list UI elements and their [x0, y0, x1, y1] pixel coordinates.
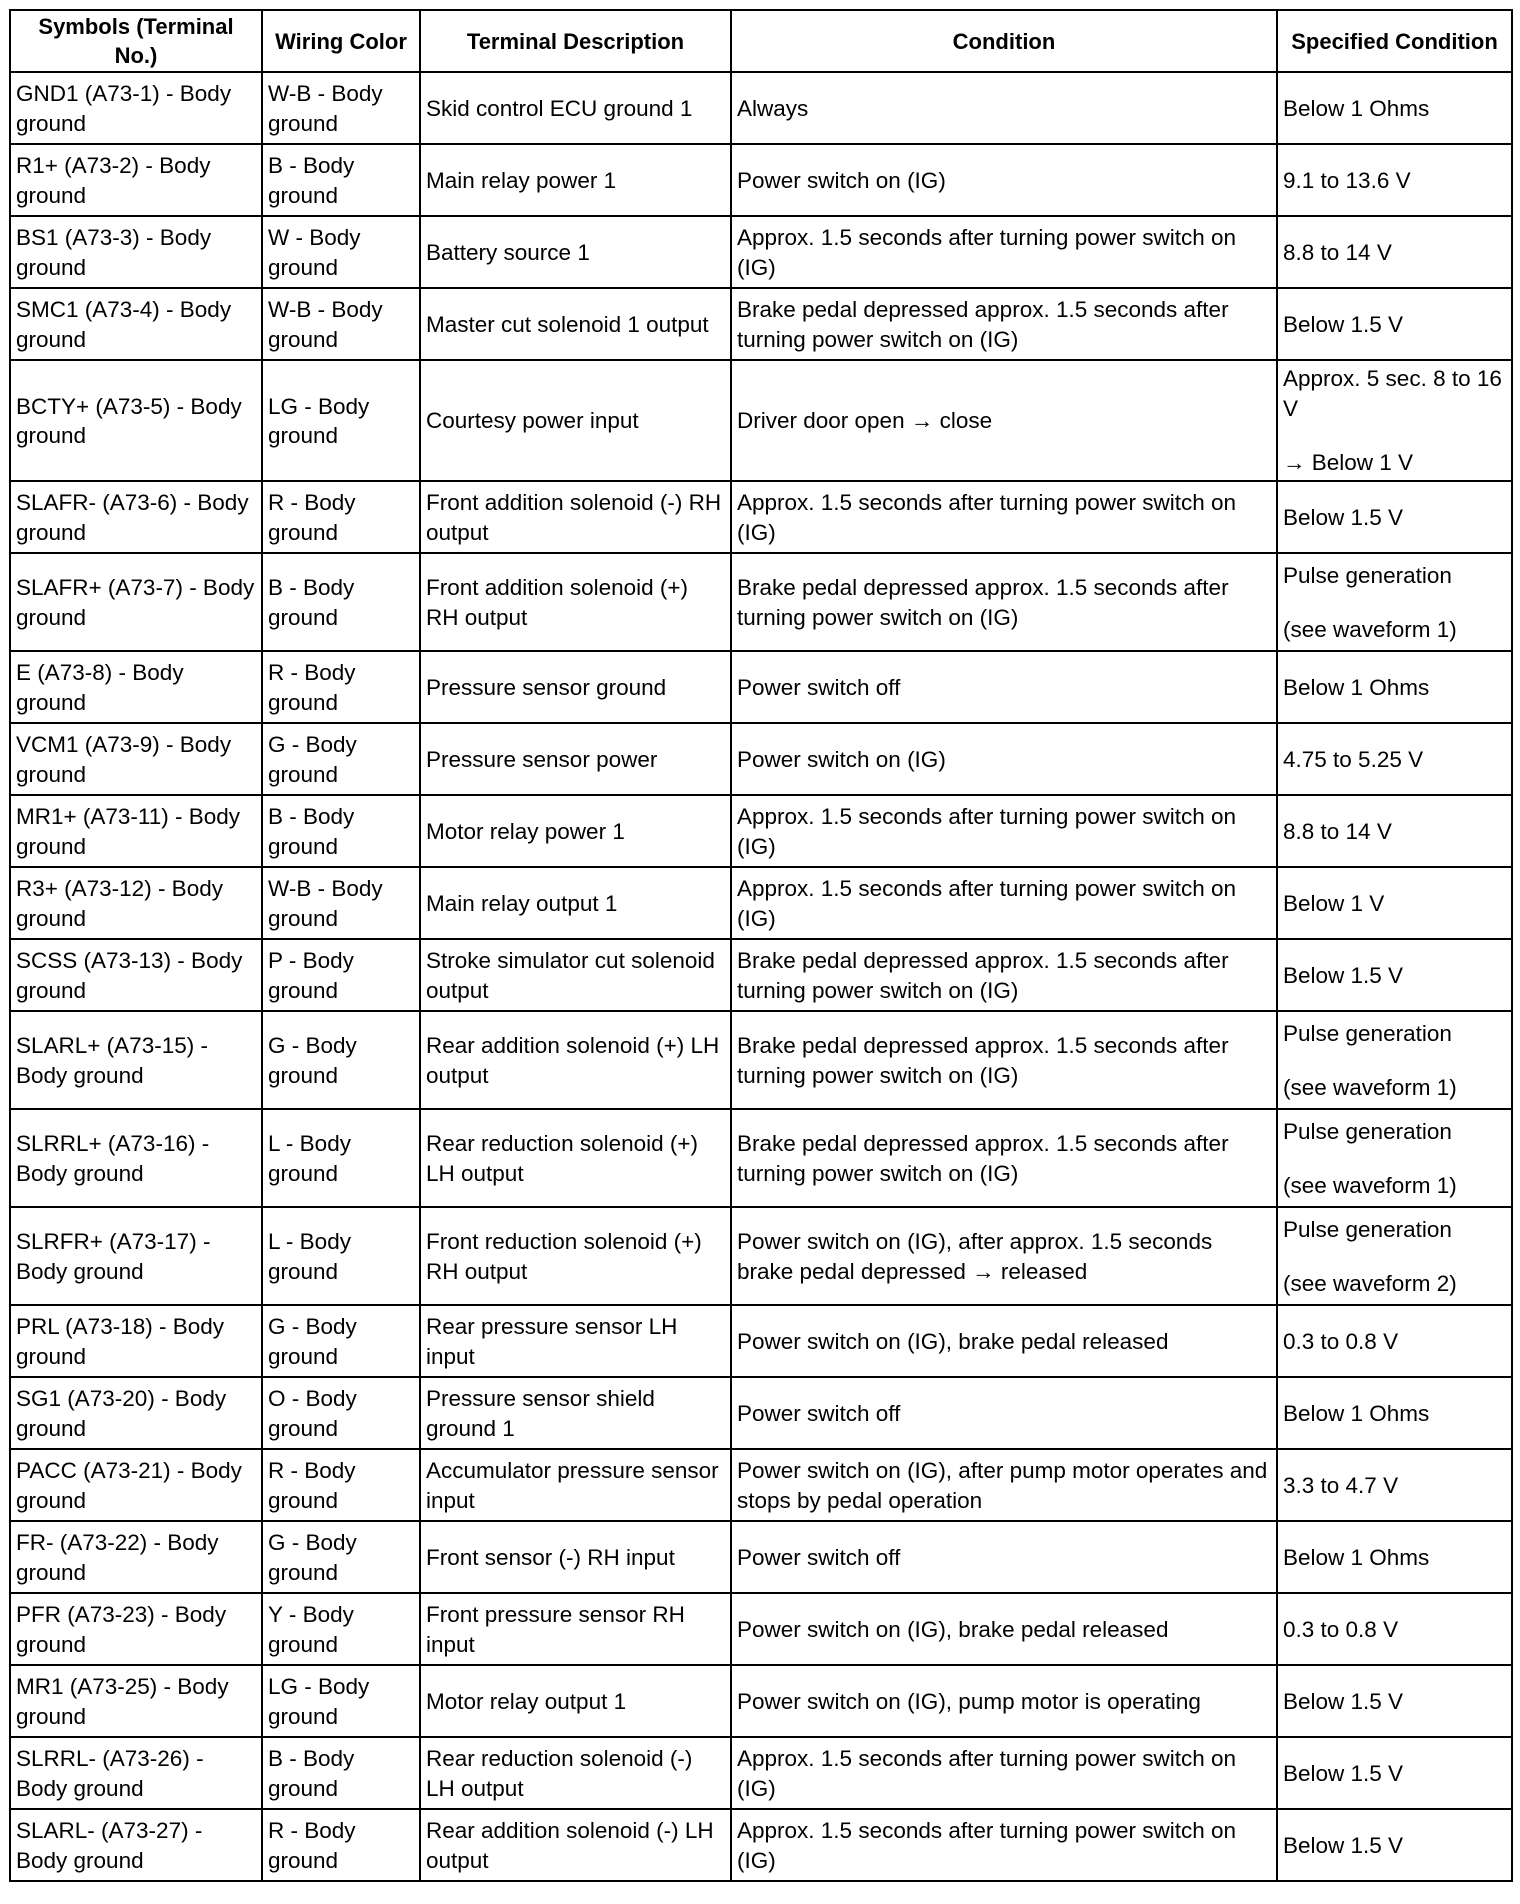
cell-symbols: MR1+ (A73-11) - Body ground — [10, 795, 262, 867]
specified-condition-line: 8.8 to 14 V — [1283, 818, 1392, 844]
cell-terminal-description: Front reduction solenoid (+) RH output — [420, 1207, 731, 1305]
cell-wiring-color: G - Body ground — [262, 1305, 420, 1377]
specified-condition-line: Below 1.5 V — [1283, 1832, 1404, 1858]
table-header — [10, 10, 1512, 72]
cell-wiring-color: G - Body ground — [262, 1011, 420, 1109]
specified-condition-line: 3.3 to 4.7 V — [1283, 1472, 1399, 1498]
cell-specified-condition — [1277, 72, 1512, 144]
specified-condition-line: → Below 1 V — [1283, 450, 1414, 476]
specified-condition-line: (see waveform 1) — [1283, 617, 1457, 642]
cell-condition: Brake pedal depressed approx. 1.5 seconds after turning power switch on (IG) — [731, 1109, 1277, 1207]
table-row — [10, 1665, 1512, 1737]
header-condition: Condition — [731, 10, 1277, 72]
specified-condition-line: (see waveform 1) — [1283, 1075, 1457, 1100]
cell-specified-condition — [1277, 651, 1512, 723]
table-row — [10, 1593, 1512, 1665]
cell-symbols: SCSS (A73-13) - Body ground — [10, 939, 262, 1011]
cell-symbols: PFR (A73-23) - Body ground — [10, 1593, 262, 1665]
cell-terminal-description: Pressure sensor shield ground 1 — [420, 1377, 731, 1449]
cell-condition: Driver door open → close — [731, 360, 1277, 481]
cell-terminal-description: Battery source 1 — [420, 216, 731, 288]
cell-symbols: SMC1 (A73-4) - Body ground — [10, 288, 262, 360]
cell-condition: Power switch on (IG), brake pedal released — [731, 1305, 1277, 1377]
cell-symbols: SLARL- (A73-27) - Body ground — [10, 1809, 262, 1881]
line-gap — [1283, 590, 1506, 615]
cell-condition: Power switch on (IG), brake pedal released — [731, 1593, 1277, 1665]
cell-terminal-description: Skid control ECU ground 1 — [420, 72, 731, 144]
cell-terminal-description: Front addition solenoid (-) RH output — [420, 481, 731, 553]
line-gap — [1283, 1244, 1506, 1269]
specified-condition-line: Below 1 Ohms — [1283, 1400, 1430, 1426]
cell-wiring-color: W-B - Body ground — [262, 288, 420, 360]
cell-terminal-description: Front sensor (-) RH input — [420, 1521, 731, 1593]
cell-wiring-color: B - Body ground — [262, 144, 420, 216]
cell-wiring-color: W - Body ground — [262, 216, 420, 288]
cell-terminal-description: Pressure sensor power — [420, 723, 731, 795]
specified-condition-line: Below 1.5 V — [1283, 962, 1404, 988]
table-row — [10, 481, 1512, 553]
cell-specified-condition — [1277, 1449, 1512, 1521]
cell-symbols: SLRRL+ (A73-16) - Body ground — [10, 1109, 262, 1207]
cell-wiring-color: R - Body ground — [262, 651, 420, 723]
table-row — [10, 1305, 1512, 1377]
cell-specified-condition — [1277, 1521, 1512, 1593]
cell-symbols: BCTY+ (A73-5) - Body ground — [10, 360, 262, 481]
cell-symbols: PACC (A73-21) - Body ground — [10, 1449, 262, 1521]
specified-condition-line: 4.75 to 5.25 V — [1283, 746, 1424, 772]
cell-specified-condition — [1277, 723, 1512, 795]
cell-terminal-description: Main relay output 1 — [420, 867, 731, 939]
cell-symbols: SLRRL- (A73-26) - Body ground — [10, 1737, 262, 1809]
cell-wiring-color: L - Body ground — [262, 1207, 420, 1305]
line-gap — [1283, 1048, 1506, 1073]
cell-wiring-color: B - Body ground — [262, 1737, 420, 1809]
line-gap — [1283, 1146, 1506, 1171]
cell-specified-condition — [1277, 1809, 1512, 1881]
cell-symbols: PRL (A73-18) - Body ground — [10, 1305, 262, 1377]
cell-terminal-description: Rear addition solenoid (-) LH output — [420, 1809, 731, 1881]
cell-specified-condition — [1277, 481, 1512, 553]
header-terminal-description: Terminal Description — [420, 10, 731, 72]
cell-condition: Brake pedal depressed approx. 1.5 seconds after turning power switch on (IG) — [731, 1011, 1277, 1109]
specified-condition-line: 0.3 to 0.8 V — [1283, 1328, 1399, 1354]
table-row — [10, 867, 1512, 939]
cell-specified-condition — [1277, 216, 1512, 288]
cell-terminal-description: Stroke simulator cut solenoid output — [420, 939, 731, 1011]
table-row — [10, 216, 1512, 288]
specified-condition-line: Approx. 5 sec. 8 to 16 V — [1283, 366, 1502, 421]
terminal-table — [9, 9, 1513, 1882]
table-row — [10, 360, 1512, 481]
table-body — [10, 72, 1512, 1881]
cell-condition: Power switch on (IG), after approx. 1.5 seconds brake pedal depressed → released — [731, 1207, 1277, 1305]
cell-terminal-description: Front pressure sensor RH input — [420, 1593, 731, 1665]
cell-wiring-color: W-B - Body ground — [262, 72, 420, 144]
cell-wiring-color: L - Body ground — [262, 1109, 420, 1207]
specified-condition-line: Pulse generation — [1283, 1118, 1452, 1144]
cell-symbols: SG1 (A73-20) - Body ground — [10, 1377, 262, 1449]
cell-condition: Approx. 1.5 seconds after turning power switch on (IG) — [731, 1737, 1277, 1809]
table-row — [10, 144, 1512, 216]
table-row — [10, 1737, 1512, 1809]
specified-condition-line: Below 1 Ohms — [1283, 674, 1430, 700]
table-row — [10, 288, 1512, 360]
specified-condition-line: Below 1.5 V — [1283, 504, 1404, 530]
cell-terminal-description: Motor relay output 1 — [420, 1665, 731, 1737]
cell-wiring-color: W-B - Body ground — [262, 867, 420, 939]
line-gap — [1283, 423, 1506, 448]
cell-condition: Approx. 1.5 seconds after turning power switch on (IG) — [731, 795, 1277, 867]
cell-wiring-color: LG - Body ground — [262, 360, 420, 481]
cell-wiring-color: O - Body ground — [262, 1377, 420, 1449]
cell-terminal-description: Master cut solenoid 1 output — [420, 288, 731, 360]
cell-condition: Power switch off — [731, 651, 1277, 723]
cell-specified-condition — [1277, 360, 1512, 481]
cell-wiring-color: R - Body ground — [262, 1449, 420, 1521]
table-row — [10, 795, 1512, 867]
cell-wiring-color: G - Body ground — [262, 723, 420, 795]
cell-wiring-color: R - Body ground — [262, 1809, 420, 1881]
table-row — [10, 1521, 1512, 1593]
cell-terminal-description: Pressure sensor ground — [420, 651, 731, 723]
cell-symbols: R1+ (A73-2) - Body ground — [10, 144, 262, 216]
specified-condition-line: Pulse generation — [1283, 1216, 1452, 1242]
header-symbols: Symbols (Terminal No.) — [10, 10, 262, 72]
specified-condition-line: Below 1 Ohms — [1283, 95, 1430, 121]
cell-specified-condition — [1277, 1207, 1512, 1305]
cell-condition: Power switch off — [731, 1521, 1277, 1593]
specified-condition-line: 0.3 to 0.8 V — [1283, 1616, 1399, 1642]
cell-symbols: SLAFR- (A73-6) - Body ground — [10, 481, 262, 553]
table-row — [10, 723, 1512, 795]
cell-condition: Brake pedal depressed approx. 1.5 seconds after turning power switch on (IG) — [731, 553, 1277, 651]
cell-wiring-color: P - Body ground — [262, 939, 420, 1011]
cell-condition: Brake pedal depressed approx. 1.5 seconds after turning power switch on (IG) — [731, 288, 1277, 360]
header-specified-condition: Specified Condition — [1277, 10, 1512, 72]
cell-specified-condition — [1277, 144, 1512, 216]
cell-specified-condition — [1277, 867, 1512, 939]
table-row — [10, 72, 1512, 144]
cell-terminal-description: Motor relay power 1 — [420, 795, 731, 867]
table-row — [10, 651, 1512, 723]
header-row — [10, 10, 1512, 72]
table-row — [10, 1109, 1512, 1207]
cell-condition: Brake pedal depressed approx. 1.5 seconds after turning power switch on (IG) — [731, 939, 1277, 1011]
cell-symbols: BS1 (A73-3) - Body ground — [10, 216, 262, 288]
cell-condition: Always — [731, 72, 1277, 144]
specified-condition-line: 9.1 to 13.6 V — [1283, 167, 1411, 193]
cell-specified-condition — [1277, 1665, 1512, 1737]
cell-terminal-description: Main relay power 1 — [420, 144, 731, 216]
cell-condition: Approx. 1.5 seconds after turning power switch on (IG) — [731, 481, 1277, 553]
cell-wiring-color: B - Body ground — [262, 553, 420, 651]
cell-wiring-color: LG - Body ground — [262, 1665, 420, 1737]
cell-condition: Approx. 1.5 seconds after turning power switch on (IG) — [731, 867, 1277, 939]
cell-specified-condition — [1277, 553, 1512, 651]
cell-condition: Approx. 1.5 seconds after turning power switch on (IG) — [731, 216, 1277, 288]
specified-condition-line: (see waveform 1) — [1283, 1173, 1457, 1198]
cell-specified-condition — [1277, 1305, 1512, 1377]
table-row — [10, 1011, 1512, 1109]
header-wiring-color: Wiring Color — [262, 10, 420, 72]
cell-condition: Power switch on (IG), after pump motor operates and stops by pedal operation — [731, 1449, 1277, 1521]
cell-terminal-description: Front addition solenoid (+) RH output — [420, 553, 731, 651]
cell-specified-condition — [1277, 1011, 1512, 1109]
cell-specified-condition — [1277, 1377, 1512, 1449]
cell-symbols: VCM1 (A73-9) - Body ground — [10, 723, 262, 795]
cell-specified-condition — [1277, 1593, 1512, 1665]
cell-condition: Power switch on (IG) — [731, 723, 1277, 795]
cell-terminal-description: Rear reduction solenoid (-) LH output — [420, 1737, 731, 1809]
specified-condition-line: Below 1.5 V — [1283, 1688, 1404, 1714]
cell-condition: Power switch on (IG) — [731, 144, 1277, 216]
cell-terminal-description: Courtesy power input — [420, 360, 731, 481]
cell-specified-condition — [1277, 288, 1512, 360]
specified-condition-line: 8.8 to 14 V — [1283, 239, 1392, 265]
cell-wiring-color: B - Body ground — [262, 795, 420, 867]
cell-symbols: MR1 (A73-25) - Body ground — [10, 1665, 262, 1737]
cell-terminal-description: Rear reduction solenoid (+) LH output — [420, 1109, 731, 1207]
cell-wiring-color: Y - Body ground — [262, 1593, 420, 1665]
specified-condition-line: Below 1 Ohms — [1283, 1544, 1430, 1570]
specified-condition-line: Below 1 V — [1283, 890, 1385, 916]
table-row — [10, 939, 1512, 1011]
cell-terminal-description: Rear pressure sensor LH input — [420, 1305, 731, 1377]
cell-condition: Approx. 1.5 seconds after turning power switch on (IG) — [731, 1809, 1277, 1881]
cell-specified-condition — [1277, 1737, 1512, 1809]
cell-wiring-color: G - Body ground — [262, 1521, 420, 1593]
table-row — [10, 553, 1512, 651]
specified-condition-line: Pulse generation — [1283, 1020, 1452, 1046]
cell-wiring-color: R - Body ground — [262, 481, 420, 553]
cell-symbols: SLRFR+ (A73-17) - Body ground — [10, 1207, 262, 1305]
specified-condition-line: Below 1.5 V — [1283, 311, 1404, 337]
cell-symbols: E (A73-8) - Body ground — [10, 651, 262, 723]
cell-condition: Power switch off — [731, 1377, 1277, 1449]
cell-symbols: R3+ (A73-12) - Body ground — [10, 867, 262, 939]
specified-condition-line: Pulse generation — [1283, 562, 1452, 588]
cell-symbols: SLAFR+ (A73-7) - Body ground — [10, 553, 262, 651]
table-row — [10, 1809, 1512, 1881]
cell-symbols: FR- (A73-22) - Body ground — [10, 1521, 262, 1593]
table-row — [10, 1377, 1512, 1449]
cell-specified-condition — [1277, 795, 1512, 867]
cell-symbols: GND1 (A73-1) - Body ground — [10, 72, 262, 144]
table-row — [10, 1449, 1512, 1521]
cell-specified-condition — [1277, 939, 1512, 1011]
cell-symbols: SLARL+ (A73-15) - Body ground — [10, 1011, 262, 1109]
cell-specified-condition — [1277, 1109, 1512, 1207]
specified-condition-line: (see waveform 2) — [1283, 1271, 1457, 1296]
specified-condition-line: Below 1.5 V — [1283, 1760, 1404, 1786]
table-row — [10, 1207, 1512, 1305]
cell-condition: Power switch on (IG), pump motor is operating — [731, 1665, 1277, 1737]
cell-terminal-description: Accumulator pressure sensor input — [420, 1449, 731, 1521]
cell-terminal-description: Rear addition solenoid (+) LH output — [420, 1011, 731, 1109]
